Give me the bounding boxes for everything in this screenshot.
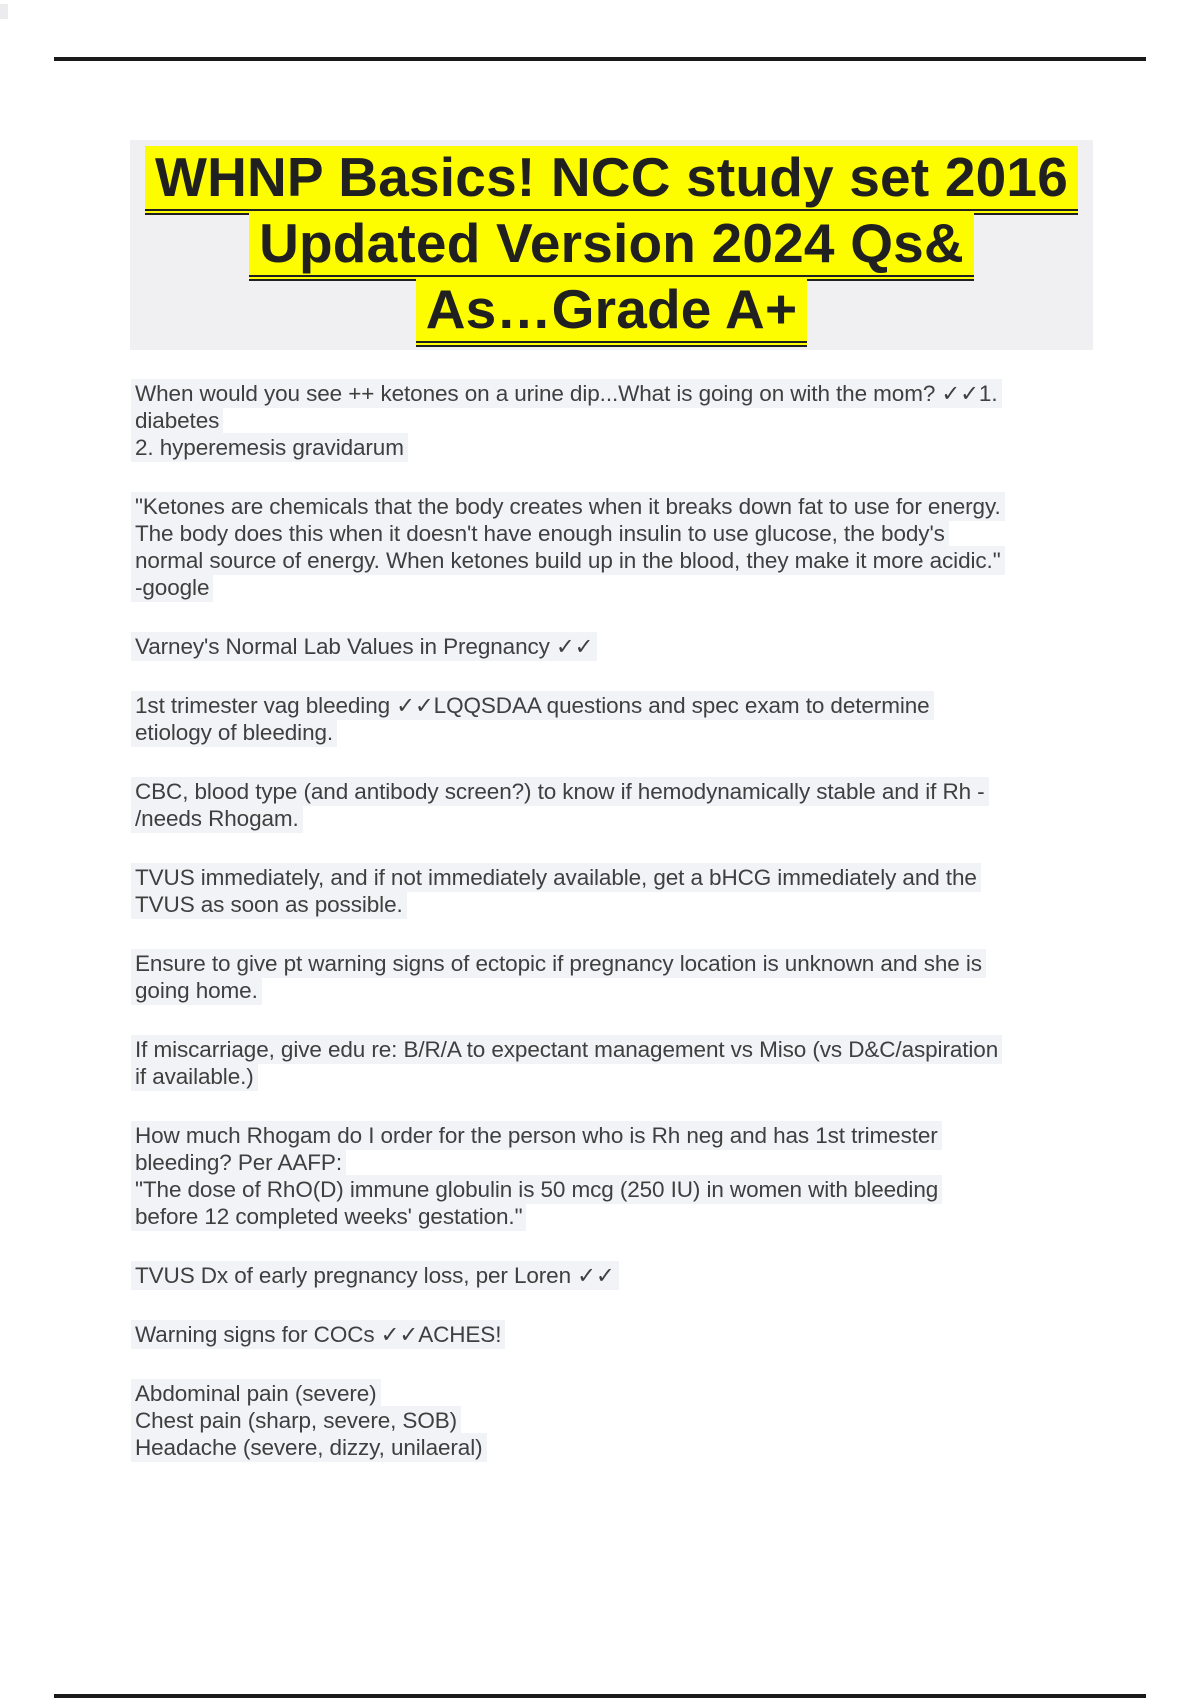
text-line-highlight: Warning signs for COCs ✓✓ACHES! xyxy=(131,1320,505,1349)
page-top-rule xyxy=(54,57,1146,61)
text-line xyxy=(135,434,1095,461)
title-line xyxy=(130,144,1093,210)
text-line xyxy=(135,1122,1095,1149)
text-line xyxy=(135,1262,1095,1289)
text-line-highlight: How much Rhogam do I order for the person who is Rh neg and has 1st trimester xyxy=(131,1121,942,1150)
text-line-highlight: etiology of bleeding. xyxy=(131,718,337,747)
text-line-highlight: If miscarriage, give edu re: B/R/A to expectant management vs Miso (vs D&C/aspiration xyxy=(131,1035,1002,1064)
text-line xyxy=(135,1407,1095,1434)
body-text xyxy=(135,380,1095,1461)
paragraph xyxy=(135,493,1095,601)
text-line-highlight: before 12 completed weeks' gestation." xyxy=(131,1202,526,1231)
text-line-highlight: if available.) xyxy=(131,1062,258,1091)
title-highlight: WHNP Basics! NCC study set 2016 xyxy=(145,146,1078,215)
text-line xyxy=(135,380,1095,407)
text-line xyxy=(135,950,1095,977)
text-line-highlight: /needs Rhogam. xyxy=(131,804,303,833)
text-line-highlight: "The dose of RhO(D) immune globulin is 50 mcg (250 IU) in women with bleeding xyxy=(131,1175,942,1204)
title-highlight: Updated Version 2024 Qs& xyxy=(249,212,974,281)
text-line xyxy=(135,778,1095,805)
text-line xyxy=(135,692,1095,719)
paragraph xyxy=(135,1122,1095,1230)
paragraph xyxy=(135,864,1095,918)
paragraph xyxy=(135,778,1095,832)
document-title xyxy=(130,140,1093,350)
paragraph xyxy=(135,633,1095,660)
text-line-highlight: Abdominal pain (severe) xyxy=(131,1379,381,1408)
paragraph xyxy=(135,1036,1095,1090)
text-line xyxy=(135,1321,1095,1348)
text-line-highlight: Headache (severe, dizzy, unilaeral) xyxy=(131,1433,487,1462)
text-line-highlight: The body does this when it doesn't have enough insulin to use glucose, the body's xyxy=(131,519,949,548)
text-line xyxy=(135,891,1095,918)
text-line xyxy=(135,547,1095,574)
text-line-highlight: normal source of energy. When ketones build up in the blood, they make it more acidic." xyxy=(131,546,1005,575)
text-line-highlight: CBC, blood type (and antibody screen?) to know if hemodynamically stable and if Rh - xyxy=(131,777,989,806)
text-line xyxy=(135,493,1095,520)
text-line-highlight: "Ketones are chemicals that the body creates when it breaks down fat to use for energy. xyxy=(131,492,1005,521)
paragraph xyxy=(135,380,1095,461)
text-line-highlight: When would you see ++ ketones on a urine dip...What is going on with the mom? ✓✓1. xyxy=(131,379,1002,408)
text-line-highlight: 2. hyperemesis gravidarum xyxy=(131,433,408,462)
paragraph xyxy=(135,1380,1095,1461)
text-line-highlight: bleeding? Per AAFP: xyxy=(131,1148,346,1177)
text-line xyxy=(135,977,1095,1004)
title-highlight: As…Grade A+ xyxy=(416,278,808,347)
text-line xyxy=(135,1036,1095,1063)
text-line-highlight: TVUS as soon as possible. xyxy=(131,890,407,919)
text-line-highlight: Ensure to give pt warning signs of ectopic if pregnancy location is unknown and she is xyxy=(131,949,986,978)
text-line xyxy=(135,1380,1095,1407)
text-line xyxy=(135,1063,1095,1090)
text-line xyxy=(135,1434,1095,1461)
text-line-highlight: Varney's Normal Lab Values in Pregnancy ✓✓ xyxy=(131,632,597,661)
paragraph xyxy=(135,692,1095,746)
text-line xyxy=(135,407,1095,434)
text-line-highlight: Chest pain (sharp, severe, SOB) xyxy=(131,1406,461,1435)
scan-artifact-corner xyxy=(0,4,8,19)
text-line xyxy=(135,1176,1095,1203)
paragraph xyxy=(135,1321,1095,1348)
text-line xyxy=(135,1203,1095,1230)
text-line xyxy=(135,805,1095,832)
text-line-highlight: TVUS Dx of early pregnancy loss, per Loren ✓✓ xyxy=(131,1261,619,1290)
text-line xyxy=(135,864,1095,891)
title-line xyxy=(130,276,1093,342)
paragraph xyxy=(135,950,1095,1004)
page-bottom-rule xyxy=(54,1694,1146,1698)
text-line xyxy=(135,719,1095,746)
text-line-highlight: 1st trimester vag bleeding ✓✓LQQSDAA questions and spec exam to determine xyxy=(131,691,934,720)
text-line-highlight: going home. xyxy=(131,976,262,1005)
text-line-highlight: diabetes xyxy=(131,406,223,435)
title-line xyxy=(130,210,1093,276)
text-line-highlight: TVUS immediately, and if not immediately available, get a bHCG immediately and the xyxy=(131,863,981,892)
text-line xyxy=(135,520,1095,547)
text-line xyxy=(135,633,1095,660)
text-line-highlight: -google xyxy=(131,573,213,602)
paragraph xyxy=(135,1262,1095,1289)
text-line xyxy=(135,1149,1095,1176)
text-line xyxy=(135,574,1095,601)
